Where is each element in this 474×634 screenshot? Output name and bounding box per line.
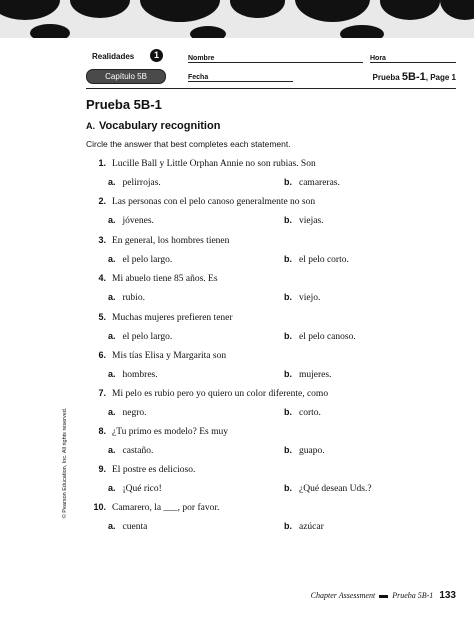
nombre-field-line[interactable] xyxy=(188,62,363,63)
page-label: , Page 1 xyxy=(425,73,456,82)
question-number: 5. xyxy=(98,312,106,322)
question xyxy=(86,312,233,323)
level-badge: 1 xyxy=(150,49,163,62)
prueba-code: 5B-1 xyxy=(401,71,426,83)
question-text: En general, los hombres tienen xyxy=(112,236,230,246)
option-b[interactable] xyxy=(284,445,325,456)
section-title: Vocabulary recognition xyxy=(99,120,221,132)
option-letter: b. xyxy=(284,292,292,302)
option-text: viejo. xyxy=(299,293,321,303)
option-letter: a. xyxy=(108,254,116,264)
option-text: azúcar xyxy=(299,522,324,532)
option-text: el pelo largo. xyxy=(122,332,173,342)
question xyxy=(86,235,229,246)
fecha-label: Fecha xyxy=(188,74,209,81)
question-text: El postre es delicioso. xyxy=(112,465,196,475)
option-text: el pelo canoso. xyxy=(299,332,356,342)
question xyxy=(86,464,195,475)
option-letter: b. xyxy=(284,215,292,225)
option-text: guapo. xyxy=(299,446,325,456)
header-rule xyxy=(86,88,456,89)
page-footer xyxy=(311,590,456,601)
option-a[interactable] xyxy=(108,292,145,303)
option-letter: a. xyxy=(108,521,116,531)
option-letter: b. xyxy=(284,521,292,531)
option-b[interactable] xyxy=(284,369,331,380)
option-text: el pelo corto. xyxy=(299,255,349,265)
option-a[interactable] xyxy=(108,254,172,265)
question-number: 4. xyxy=(98,273,106,283)
question-number: 9. xyxy=(98,464,106,474)
question xyxy=(86,502,219,513)
question xyxy=(86,158,316,169)
option-letter: a. xyxy=(108,177,116,187)
option-letter: a. xyxy=(108,407,116,417)
option-letter: b. xyxy=(284,177,292,187)
option-letter: b. xyxy=(284,483,292,493)
hora-field-line[interactable] xyxy=(370,62,456,63)
option-text: negro. xyxy=(122,408,147,418)
option-b[interactable] xyxy=(284,407,321,418)
page-number: 133 xyxy=(439,590,456,601)
option-text: jóvenes. xyxy=(122,216,154,226)
question-text: Mi pelo es rubio pero yo quiero un color diferente, como xyxy=(112,389,329,399)
series-name: Realidades xyxy=(92,52,135,61)
question-number: 7. xyxy=(98,388,106,398)
question-text: Mis tías Elisa y Margarita son xyxy=(112,351,227,361)
question-text: Muchas mujeres prefieren tener xyxy=(112,313,233,323)
option-text: viejas. xyxy=(299,216,324,226)
option-text: ¡Qué rico! xyxy=(122,484,162,494)
option-text: rubio. xyxy=(122,293,145,303)
question xyxy=(86,426,228,437)
option-a[interactable] xyxy=(108,177,161,188)
option-b[interactable] xyxy=(284,292,320,303)
option-a[interactable] xyxy=(108,331,172,342)
question-number: 2. xyxy=(98,196,106,206)
footer-chapter-assessment: Chapter Assessment xyxy=(310,591,376,600)
question-text: Mi abuelo tiene 85 años. Es xyxy=(112,274,218,284)
hora-label: Hora xyxy=(370,55,386,62)
question-text: ¿Tu primo es modelo? Es muy xyxy=(112,427,229,437)
option-a[interactable] xyxy=(108,445,153,456)
option-letter: a. xyxy=(108,483,116,493)
question-text: Las personas con el pelo canoso generalmente no son xyxy=(112,197,316,207)
question xyxy=(86,388,328,399)
question-number: 3. xyxy=(98,235,106,245)
section-letter: A. xyxy=(86,121,95,131)
question-text: Lucille Ball y Little Orphan Annie no son rubias. Son xyxy=(112,159,316,169)
option-b[interactable] xyxy=(284,483,372,494)
option-text: corto. xyxy=(299,408,321,418)
option-text: castaño. xyxy=(122,446,154,456)
question xyxy=(86,273,218,284)
footer-prueba: Prueba 5B-1 xyxy=(392,591,434,600)
option-letter: a. xyxy=(108,215,116,225)
option-letter: b. xyxy=(284,331,292,341)
option-letter: b. xyxy=(284,407,292,417)
option-a[interactable] xyxy=(108,483,162,494)
option-text: mujeres. xyxy=(299,370,332,380)
option-text: cuenta xyxy=(122,522,148,532)
option-text: hombres. xyxy=(122,370,158,380)
nombre-label: Nombre xyxy=(188,55,215,62)
option-b[interactable] xyxy=(284,521,324,532)
copyright-notice: © Pearson Education, Inc. All rights reserved. xyxy=(62,407,68,519)
question-number: 8. xyxy=(98,426,106,436)
option-a[interactable] xyxy=(108,215,154,226)
page-title: Prueba 5B-1 xyxy=(86,97,162,112)
prueba-prefix: Prueba xyxy=(372,73,400,82)
option-letter: b. xyxy=(284,445,292,455)
option-a[interactable] xyxy=(108,521,147,532)
option-letter: b. xyxy=(284,369,292,379)
option-text: ¿Qué desean Uds.? xyxy=(299,484,372,494)
fecha-field-line[interactable] xyxy=(188,81,293,82)
section-heading xyxy=(86,120,220,132)
option-text: el pelo largo. xyxy=(122,255,173,265)
option-a[interactable] xyxy=(108,369,158,380)
question xyxy=(86,196,315,207)
option-a[interactable] xyxy=(108,407,147,418)
question xyxy=(86,350,226,361)
option-b[interactable] xyxy=(284,177,340,188)
header-decorative-band xyxy=(0,0,474,38)
option-b[interactable] xyxy=(284,254,349,265)
chapter-badge: Capítulo 5B xyxy=(86,69,166,84)
option-text: camareras. xyxy=(299,178,340,188)
option-letter: a. xyxy=(108,331,116,341)
option-letter: a. xyxy=(108,445,116,455)
question-text: Camarero, la ___, por favor. xyxy=(112,503,220,513)
instructions: Circle the answer that best completes each statement. xyxy=(86,139,291,149)
option-letter: a. xyxy=(108,292,116,302)
question-number: 1. xyxy=(98,158,106,168)
option-text: pelirrojas. xyxy=(122,178,161,188)
prueba-reference xyxy=(373,71,456,83)
question-number: 10. xyxy=(93,502,106,512)
option-b[interactable] xyxy=(284,215,324,226)
option-letter: a. xyxy=(108,369,116,379)
option-b[interactable] xyxy=(284,331,356,342)
option-letter: b. xyxy=(284,254,292,264)
footer-separator xyxy=(379,595,388,598)
question-number: 6. xyxy=(98,350,106,360)
